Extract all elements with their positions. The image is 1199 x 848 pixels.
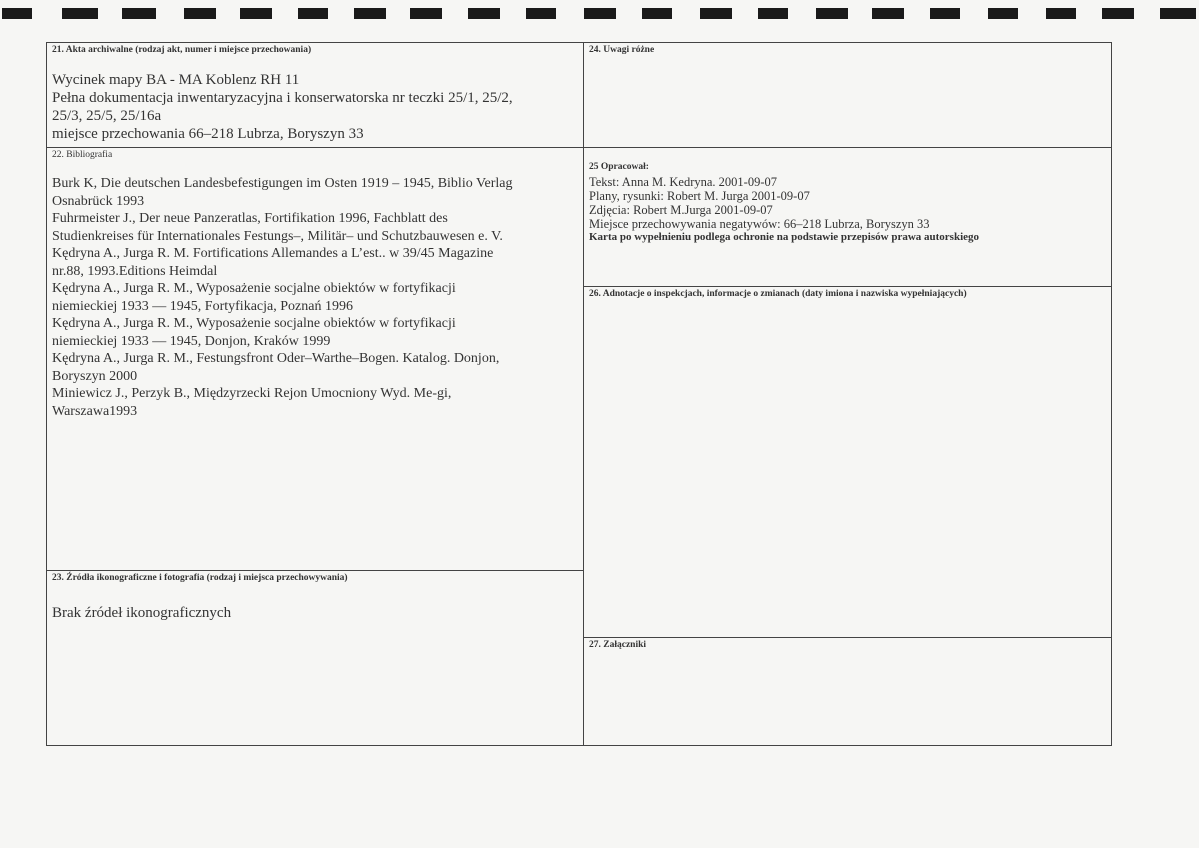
- bibliography-line: Studienkreises für Internationales Festungs–, Militär– und Schutzbauwesen e. V.: [52, 228, 503, 244]
- bibliography-line: niemieckiej 1933 — 1945, Fortyfikacja, Poznań 1996: [52, 298, 353, 314]
- bibliography-line: Burk K, Die deutschen Landesbefestigungen im Osten 1919 – 1945, Biblio Verlag: [52, 176, 513, 191]
- section-21-label: 21. Akta archiwalne (rodzaj akt, numer i miejsce przechowania): [52, 45, 312, 55]
- section-21-line: miejsce przechowania 66–218 Lubrza, Boryszyn 33: [52, 126, 364, 142]
- section-21-content: [52, 71, 513, 143]
- section-21-line: Wycinek mapy BA - MA Koblenz RH 11: [52, 72, 300, 88]
- registration-mark: [758, 8, 788, 19]
- registration-mark: [872, 8, 904, 19]
- bibliography-line: Kędryna A., Jurga R. M., Wyposażenie socjalne obiektów w fortyfikacji: [52, 281, 456, 296]
- section-25-line: Tekst: Anna M. Kedryna. 2001-09-07: [589, 175, 777, 189]
- registration-mark: [930, 8, 960, 19]
- registration-mark: [988, 8, 1018, 19]
- section-25-line: Miejsce przechowywania negatywów: 66–218 Lubrza, Boryszyn 33: [589, 217, 930, 231]
- section-21-archival-records: [46, 42, 584, 148]
- section-27-label: 27. Załączniki: [589, 640, 647, 650]
- registration-mark: [298, 8, 328, 19]
- section-26-label: 26. Adnotacje o inspekcjach, informacje o zmianach (daty imiona i nazwiska wypełniających): [589, 289, 967, 299]
- registration-mark: [122, 8, 156, 19]
- registration-mark: [1160, 8, 1196, 19]
- registration-mark: [1102, 8, 1134, 19]
- copyright-note: Karta po wypełnieniu podlega ochronie na podstawie przepisów prawa autorskiego: [589, 231, 980, 243]
- bibliography-line: Warszawa1993: [52, 403, 138, 419]
- section-22-content: [52, 175, 513, 420]
- registration-marks-strip: [0, 8, 1199, 22]
- bibliography-line: niemieckiej 1933 — 1945, Donjon, Kraków 1999: [52, 333, 331, 349]
- section-25-label: 25 Opracował:: [589, 162, 649, 172]
- registration-mark: [816, 8, 848, 19]
- registration-mark: [1046, 8, 1076, 19]
- section-22-bibliography: [46, 147, 584, 571]
- registration-mark: [526, 8, 556, 19]
- section-25-content: [589, 175, 979, 244]
- section-23-iconographic-sources: [46, 570, 584, 746]
- registration-mark: [240, 8, 272, 19]
- registration-mark: [700, 8, 732, 19]
- section-24-remarks: [583, 42, 1112, 148]
- section-24-label: 24. Uwagi różne: [589, 45, 655, 55]
- section-22-label: 22. Bibliografia: [52, 150, 113, 160]
- section-26-inspection-notes: [583, 286, 1112, 638]
- registration-mark: [584, 8, 616, 19]
- bibliography-line: Kędryna A., Jurga R. M., Wyposażenie socjalne obiektów w fortyfikacji: [52, 316, 456, 331]
- bibliography-line: Boryszyn 2000: [52, 368, 138, 384]
- section-25-line: Plany, rysunki: Robert M. Jurga 2001-09-07: [589, 189, 810, 203]
- registration-mark: [642, 8, 672, 19]
- registration-mark: [354, 8, 386, 19]
- bibliography-line: nr.88, 1993.Editions Heimdal: [52, 263, 218, 279]
- registration-mark: [468, 8, 500, 19]
- section-21-line: Pełna dokumentacja inwentaryzacyjna i konserwatorska nr teczki 25/1, 25/2,: [52, 90, 513, 106]
- section-23-label: 23. Źródła ikonograficzne i fotografia (rodzaj i miejsca przechowywania): [52, 573, 348, 583]
- registration-mark: [410, 8, 442, 19]
- registration-mark: [184, 8, 216, 19]
- section-25-prepared-by: [583, 147, 1112, 287]
- section-23-text: Brak źródeł ikonograficznych: [52, 605, 232, 621]
- bibliography-line: Osnabrück 1993: [52, 193, 145, 209]
- registration-mark: [2, 8, 32, 19]
- bibliography-line: Miniewicz J., Perzyk B., Międzyrzecki Rejon Umocniony Wyd. Me-gi,: [52, 386, 452, 401]
- bibliography-line: Fuhrmeister J., Der neue Panzeratlas, Fortifikation 1996, Fachblatt des: [52, 211, 448, 226]
- section-27-attachments: [583, 637, 1112, 746]
- registration-mark: [62, 8, 98, 19]
- section-21-line: 25/3, 25/5, 25/16a: [52, 108, 162, 124]
- bibliography-line: Kędryna A., Jurga R. M., Festungsfront Oder–Warthe–Bogen. Katalog. Donjon,: [52, 351, 500, 366]
- bibliography-line: Kędryna A., Jurga R. M. Fortifications Allemandes a L’est.. w 39/45 Magazine: [52, 246, 494, 261]
- section-25-line: Zdjęcia: Robert M.Jurga 2001-09-07: [589, 203, 773, 217]
